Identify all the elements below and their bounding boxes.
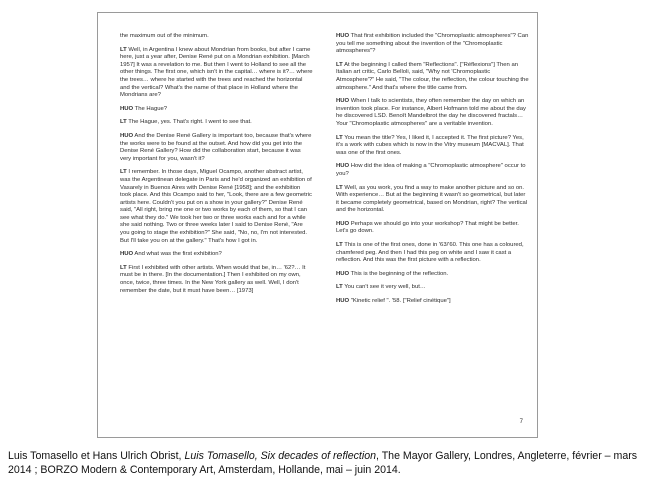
interview-paragraph bbox=[120, 169, 313, 245]
page-number: 7 bbox=[519, 419, 523, 425]
interview-paragraph bbox=[336, 163, 529, 178]
interview-paragraph bbox=[120, 251, 313, 259]
paragraph-text: How did the idea of making a "Chromoplastic atmosphere" occur to you? bbox=[336, 163, 526, 177]
paragraph-text: You mean the title? Yes, I liked it, I accepted it. The first picture? Yes, it's a work with cubes which is now in the Vitry museum [MACVAL]. That was one of the first ones. bbox=[336, 134, 524, 156]
interview-paragraph bbox=[120, 133, 313, 163]
speaker-label: LT bbox=[120, 264, 127, 271]
interview-paragraph bbox=[336, 271, 529, 279]
speaker-label: HUO bbox=[336, 270, 350, 277]
paragraph-text: And what was the first exhibition? bbox=[134, 251, 222, 258]
speaker-label: HUO bbox=[336, 298, 350, 305]
interview-paragraph bbox=[120, 33, 313, 41]
paragraph-text: This is the beginning of the reflection. bbox=[350, 270, 449, 277]
paragraph-text: The Hague? bbox=[134, 105, 168, 112]
interview-paragraph bbox=[336, 98, 529, 128]
interview-paragraph bbox=[120, 119, 313, 127]
speaker-label: LT bbox=[120, 46, 127, 53]
paragraph-text: Well, as you work, you find a way to make another picture and so on. With experience… But at the beginning it wasn't so geometrical, but later it became completely geometrical, based on Mondrian, right? The vertical and the horizontal. bbox=[336, 184, 528, 214]
paragraph-text: Perhaps we should go into your workshop? That might be better. Let's go down. bbox=[336, 220, 519, 235]
paragraph-text: First I exhibited with other artists. When would that be, in… '62?… It must be in there. [In the documentation.] Then I exhibited on my own, once, twice, three times. In the New York gallery as well. Well, I don't remember the date, but it must have been… [1973] bbox=[120, 264, 306, 294]
speaker-label: HUO bbox=[336, 33, 350, 39]
interview-paragraph bbox=[336, 33, 529, 56]
speaker-label: HUO bbox=[336, 220, 350, 227]
caption-authors: Luis Tomasello et Hans Ulrich Obrist, bbox=[8, 450, 185, 462]
paragraph-text: "Kinetic relief ". '58. ["Relief cinétique"] bbox=[350, 298, 451, 305]
interview-paragraph bbox=[336, 221, 529, 236]
speaker-label: LT bbox=[120, 119, 127, 126]
interview-paragraph bbox=[336, 298, 529, 306]
image-caption bbox=[8, 449, 648, 477]
interview-paragraph bbox=[120, 265, 313, 295]
speaker-label: HUO bbox=[120, 132, 134, 139]
paragraph-text: You can't see it very well, but… bbox=[344, 284, 426, 291]
speaker-label: LT bbox=[336, 134, 343, 141]
interview-paragraph bbox=[336, 185, 529, 215]
speaker-label: HUO bbox=[120, 105, 134, 112]
paragraph-text: The Hague, yes. That's right. I went to see that. bbox=[128, 119, 252, 126]
interview-paragraph bbox=[336, 242, 529, 265]
speaker-label: LT bbox=[336, 61, 343, 68]
left-column bbox=[120, 33, 313, 301]
speaker-label: LT bbox=[336, 242, 343, 249]
paragraph-text: I remember. In those days, Miguel Ocampo, another abstract artist, was the Argentinean delegate in Paris and he'd organized an exhibition of Vasarely in Buenos Aires with Denise René [1958]; and the exhibition took place. And this Ocampo said to her, "Look, there are a few geometric artists here. Couldn't you put on a show in your gallery?" Denise René said, "All right, bring me one or two works by each of them, so that I can see what they do." We took her two or three works each and for a while she said nothing. Two or three weeks later I said to Denise René, "Are you going to stage the exhibition?" She said, "No, no, I'm not interested. But I'll take you on at the gallery." That's how I got in. bbox=[120, 169, 313, 244]
caption-title: Luis Tomasello, Six decades of reflection bbox=[184, 450, 377, 462]
speaker-label: HUO bbox=[336, 98, 350, 105]
caption-details: , The Mayor Gallery, Londres, Angleterre, février – mars 2014 ; BORZO Modern & Contemporary Art, Amsterdam, Hollande, mai – juin 2014. bbox=[8, 450, 638, 476]
paragraph-text: the maximum out of the minimum. bbox=[120, 33, 209, 39]
paragraph-text: When I talk to scientists, they often remember the day on which an invention took place. For instance, Albert Hofmann told me about the day he discovered LSD. Benoît Mandelbrot the day he discovered fractals… Your "Chromoplastic atmospheres" are a veritable invention. bbox=[336, 98, 526, 127]
paragraph-text: Well, in Argentina I knew about Mondrian from books, but after I came here, just a year after, Denise René put on a Mondrian exhibition. [March 1957] It was a revelation to me. But then I went to Holland to see all the other things. The first one, which isn't in the capital… where is it?… where the trees… where he started with the trees and reached the horizontal and the vertical? What's the name of that place in Holland where the Mondrians are? bbox=[120, 46, 313, 99]
paragraph-text: And the Denise René Gallery is important too, because that's where the works were to be found at the outset. And how did you get into the Denise René Gallery? How did the collaboration start, because it was very important for you, wasn't it? bbox=[120, 132, 312, 162]
speaker-label: HUO bbox=[336, 163, 350, 170]
interview-paragraph bbox=[120, 47, 313, 100]
paragraph-text: At the beginning I called them "Reflections". ["Réflexions"] Then an Italian art critic, Carlo Belloli, said, "Why not 'Chromoplastic Atmosphere'?" He said, "The colour, the reflection, the colour touching the atmosphere." And that's where the title came from. bbox=[336, 61, 529, 91]
right-column bbox=[336, 33, 529, 312]
document-page bbox=[97, 12, 538, 438]
interview-paragraph bbox=[120, 106, 313, 114]
speaker-label: LT bbox=[336, 284, 343, 291]
speaker-label: HUO bbox=[120, 251, 134, 258]
speaker-label: LT bbox=[336, 184, 343, 191]
speaker-label: LT bbox=[120, 169, 127, 176]
paragraph-text: That first exhibition included the "Chromoplastic atmospheres"? Can you tell me something about the invention of the "Chromoplastic atmospheres"? bbox=[336, 33, 529, 55]
paragraph-text: This is one of the first ones, done in '63/'60. This one has a coloured, chamfered peg. And then I had this peg on white and I saw it cast a reflection. And this was the first picture with a reflection. bbox=[336, 242, 524, 264]
interview-paragraph bbox=[336, 62, 529, 92]
interview-paragraph bbox=[336, 284, 529, 292]
interview-paragraph bbox=[336, 135, 529, 158]
